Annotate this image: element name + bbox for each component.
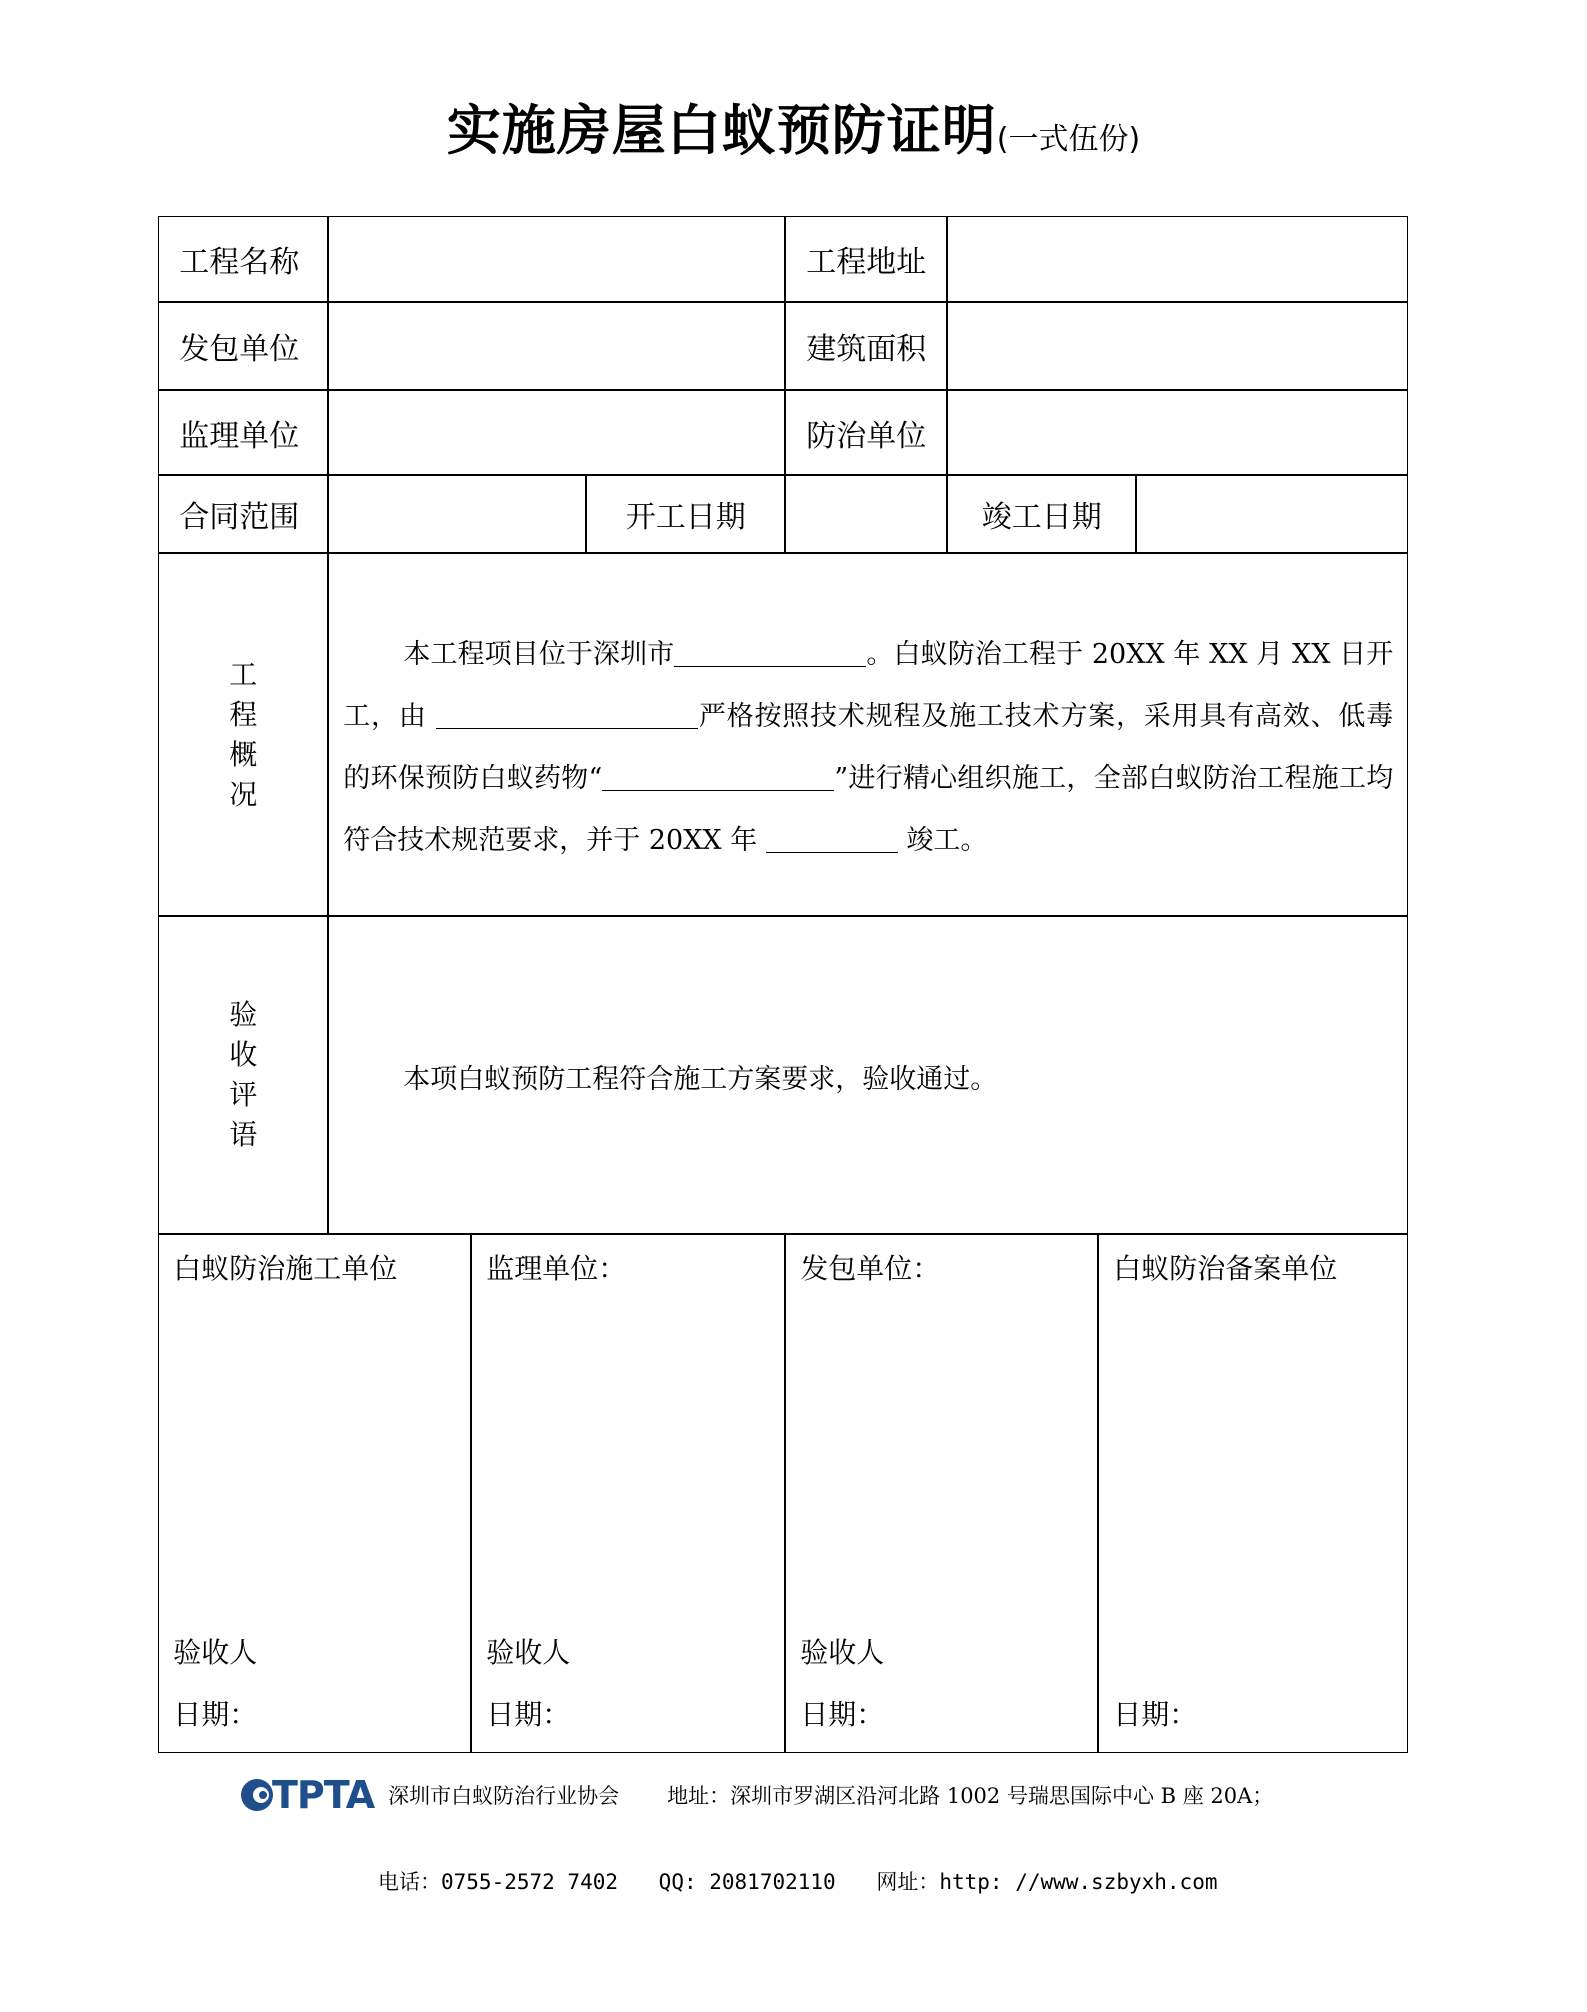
pesticide-blank[interactable] bbox=[602, 760, 834, 791]
overview-text: 竣工。 bbox=[897, 825, 988, 857]
overview-label-char: 程 bbox=[229, 697, 258, 731]
overview-label-char: 况 bbox=[229, 777, 258, 811]
start-date-field[interactable] bbox=[785, 475, 947, 553]
completion-date-blank[interactable] bbox=[766, 822, 898, 853]
contractor-field[interactable] bbox=[328, 302, 785, 390]
project-name-field[interactable] bbox=[328, 216, 785, 302]
project-overview-body bbox=[328, 553, 1408, 916]
signature-title: 发包单位： bbox=[800, 1252, 941, 1286]
title-main: 实施房屋白蚁预防证明 bbox=[446, 99, 997, 162]
contractor-blank[interactable] bbox=[436, 698, 698, 729]
signature-title: 监理单位： bbox=[486, 1252, 627, 1286]
signature-box-supervisor[interactable] bbox=[471, 1234, 785, 1753]
tpta-logo-icon bbox=[240, 1778, 274, 1812]
signature-title: 白蚁防治备案单位 bbox=[1113, 1252, 1338, 1286]
label-project-name: 工程名称 bbox=[158, 216, 328, 302]
qq-number: QQ: 2081702110 bbox=[658, 1870, 836, 1894]
overview-label-char: 工 bbox=[229, 657, 258, 691]
certificate-form bbox=[159, 217, 1409, 1754]
title-copies-note: (一式伍份) bbox=[996, 122, 1141, 157]
label-project-address: 工程地址 bbox=[785, 216, 947, 302]
acceptance-comment-body bbox=[328, 916, 1408, 1234]
tpta-logo bbox=[240, 1773, 374, 1817]
signature-box-construction-unit[interactable] bbox=[158, 1234, 471, 1753]
acceptance-label-char: 收 bbox=[229, 1038, 258, 1072]
acceptance-verdict: 本项白蚁预防工程符合施工方案要求，验收通过。 bbox=[403, 1064, 998, 1096]
association-address: 地址：深圳市罗湖区沿河北路 1002 号瑞思国际中心 B 座 20A； bbox=[667, 1784, 1274, 1808]
label-acceptance-comment bbox=[158, 916, 328, 1234]
control-unit-field[interactable] bbox=[947, 390, 1408, 475]
footer-line-1 bbox=[240, 1775, 1273, 1815]
end-date-field[interactable] bbox=[1136, 475, 1408, 553]
overview-text: ”进行精心组织施工，全部白蚁防治工程施工均符合技术规范要求，并于 20XX 年 bbox=[343, 763, 1394, 857]
label-control-unit: 防治单位 bbox=[785, 390, 947, 475]
label-supervisor: 监理单位 bbox=[158, 390, 328, 475]
city-blank[interactable] bbox=[674, 636, 866, 667]
signature-title: 白蚁防治施工单位 bbox=[173, 1252, 398, 1286]
signature-box-contractor[interactable] bbox=[785, 1234, 1098, 1753]
website-link[interactable]: 网址：http: //www.szbyxh.com bbox=[876, 1870, 1218, 1894]
supervisor-field[interactable] bbox=[328, 390, 785, 475]
logo-text: TPTA bbox=[272, 1773, 375, 1817]
acceptance-label-char: 评 bbox=[229, 1078, 258, 1112]
signature-date: 日期： bbox=[800, 1698, 885, 1732]
label-contractor: 发包单位 bbox=[158, 302, 328, 390]
signature-inspector: 验收人 bbox=[486, 1636, 571, 1670]
association-name: 深圳市白蚁防治行业协会 bbox=[388, 1784, 620, 1808]
acceptance-label-char: 语 bbox=[229, 1118, 258, 1152]
project-address-field[interactable] bbox=[947, 216, 1408, 302]
signature-date: 日期： bbox=[173, 1698, 258, 1732]
overview-text: 本工程项目位于深圳市 bbox=[403, 639, 675, 671]
label-building-area: 建筑面积 bbox=[785, 302, 947, 390]
signature-date: 日期： bbox=[486, 1698, 571, 1732]
acceptance-label-char: 验 bbox=[229, 998, 258, 1032]
overview-text: 严格按照技术规程及施工技术方案，采用具有高效、低毒的环保预防白蚁药物“ bbox=[343, 701, 1394, 795]
label-project-overview bbox=[158, 553, 328, 916]
document-title bbox=[0, 96, 1587, 175]
signature-inspector: 验收人 bbox=[173, 1636, 258, 1670]
label-start-date: 开工日期 bbox=[586, 475, 785, 553]
footer-line-2 bbox=[378, 1866, 1246, 1896]
overview-paragraph bbox=[343, 624, 1393, 872]
contract-scope-field[interactable] bbox=[328, 475, 586, 553]
signature-inspector: 验收人 bbox=[800, 1636, 885, 1670]
signature-date: 日期： bbox=[1113, 1698, 1198, 1732]
building-area-field[interactable] bbox=[947, 302, 1408, 390]
label-end-date: 竣工日期 bbox=[947, 475, 1136, 553]
overview-text: 。白蚁防治工程于 20XX 年 XX 月 XX 日开工，由 bbox=[343, 639, 1394, 733]
signature-box-registration-unit[interactable] bbox=[1098, 1234, 1408, 1753]
overview-label-char: 概 bbox=[229, 737, 258, 771]
phone-number: 电话：0755-2572 7402 bbox=[378, 1870, 619, 1894]
label-contract-scope: 合同范围 bbox=[158, 475, 328, 553]
